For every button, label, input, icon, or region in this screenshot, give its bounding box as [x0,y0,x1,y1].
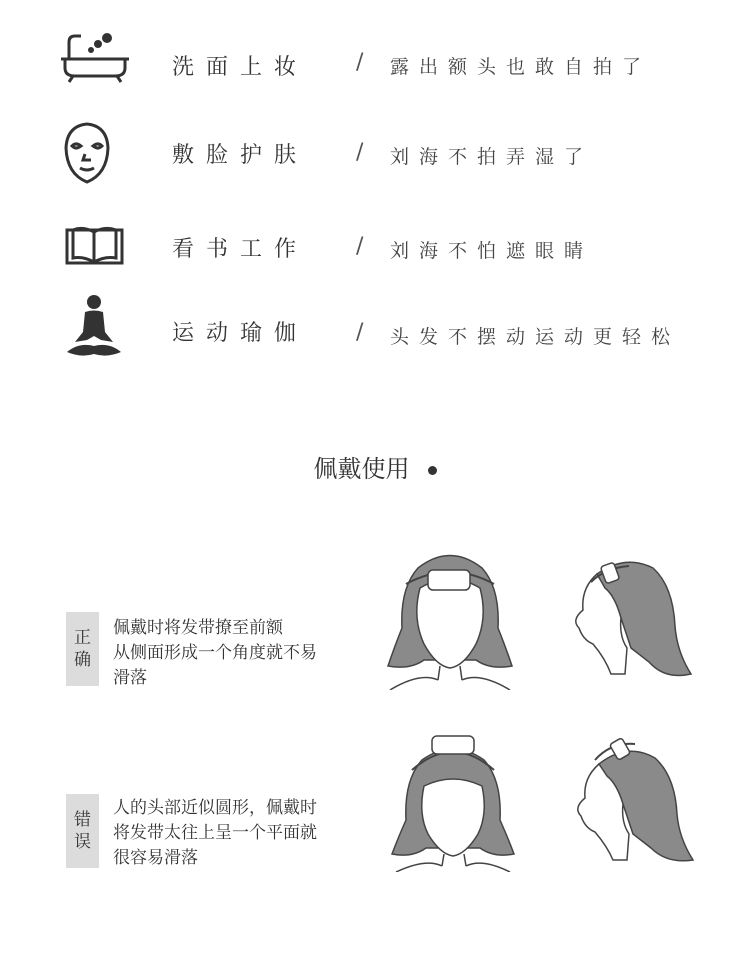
correct-front-illustration [380,548,520,690]
section-heading [0,449,750,484]
yoga-icon [55,292,133,362]
separator: / [356,50,364,75]
section-heading-text: 佩戴使用 [313,455,410,483]
wrong-front-illustration [386,730,520,872]
bathtub-icon [55,28,133,98]
correct-tag-label: 正确 [74,628,91,670]
open-book-icon [55,210,133,280]
correct-side-illustration [565,556,700,686]
wrong-side-illustration [565,738,700,868]
use-title: 运动瑜伽 [172,321,309,346]
note-line: 将发带太往上呈一个平面就 [113,823,317,843]
use-row-yoga [0,292,750,362]
note-line: 从侧面形成一个角度就不易 [113,643,317,663]
use-row-makeup [0,28,750,98]
use-title: 看书工作 [172,237,309,262]
wrong-tag [66,794,99,868]
separator: / [356,234,364,259]
use-description: 露出额头也敢自拍了 [390,56,652,78]
correct-tag [66,612,99,686]
use-description: 头发不摆动运动更轻松 [390,326,681,348]
bullet-dot [428,466,437,475]
use-title: 敷脸护肤 [172,143,309,168]
note-line: 佩戴时将发带撩至前额 [113,618,283,638]
note-line: 人的头部近似圆形，佩戴时 [113,798,317,818]
separator: / [356,320,364,345]
use-description: 刘海不拍弄湿了 [390,146,594,168]
face-mask-icon [55,118,133,188]
use-title: 洗面上妆 [172,55,309,80]
note-line: 滑落 [113,668,147,688]
note-line: 很容易滑落 [113,848,198,868]
use-description: 刘海不怕遮眼睛 [390,240,594,262]
separator: / [356,140,364,165]
wrong-note [113,796,373,871]
use-row-reading [0,210,750,280]
correct-note [113,616,373,691]
use-row-skincare [0,118,750,188]
wrong-tag-label: 错误 [74,810,91,852]
